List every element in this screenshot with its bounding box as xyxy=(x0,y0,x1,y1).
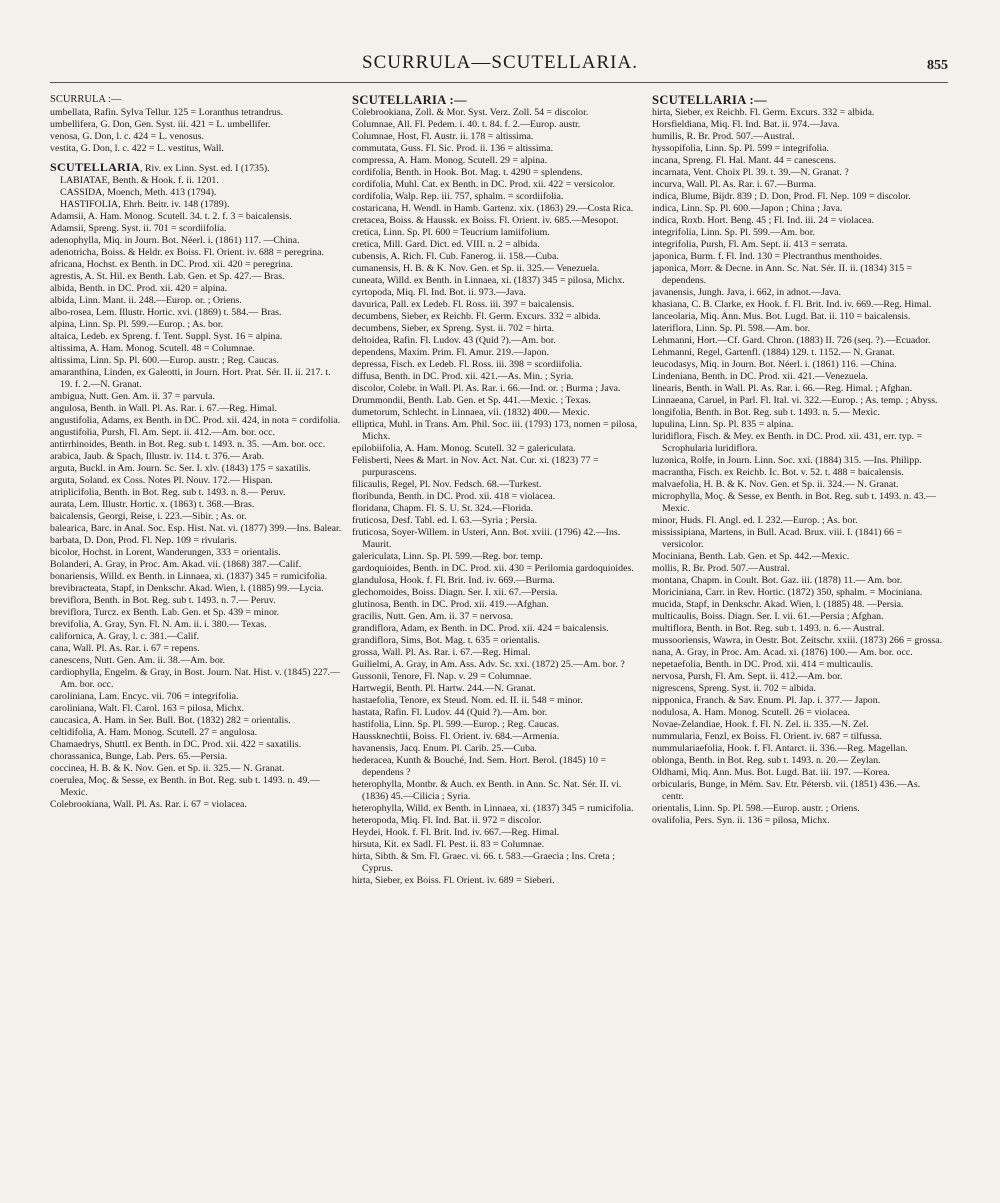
index-entry: hastaefolia, Tenore, ex Steud. Nom. ed. II. ii. 548 = minor. xyxy=(352,695,583,706)
index-entry: hastata, Rafin. Fl. Ludov. 44 (Quid ?).—Am. bor. xyxy=(352,707,548,718)
index-entry: ovalifolia, Pers. Syn. ii. 136 = pilosa, Michx. xyxy=(652,815,830,826)
index-entry: angulosa, Benth. in Wall. Pl. As. Rar. i. 67.—Reg. Himal. xyxy=(50,403,277,414)
index-entry: bicolor, Hochst. in Lorent, Wanderungen, 333 = orientalis. xyxy=(50,547,281,558)
index-entry: ambigua, Nutt. Gen. Am. ii. 37 = parvula. xyxy=(50,391,215,402)
index-entry: galericulata, Linn. Sp. Pl. 599.—Reg. bor. temp. xyxy=(352,551,543,562)
index-entry: cardiophylla, Engelm. & Gray, in Bost. Journ. Nat. Hist. v. (1845) 227.—Am. bor. occ. xyxy=(50,667,340,690)
index-entry: chorassanica, Bunge, Lab. Pers. 65.—Persia. xyxy=(50,751,228,762)
index-entry: japonica, Burm. f. Fl. Ind. 130 = Plectranthus menthoides. xyxy=(652,251,882,262)
index-entry: gardoquioides, Benth. in DC. Prod. xii. 430 = Perilomia gardoquioides. xyxy=(352,563,634,574)
index-entry: cuneata, Willd. ex Benth. in Linnaea, xi. (1837) 345 = pilosa, Michx. xyxy=(352,275,625,286)
index-entry: luridiflora, Fisch. & Mey. ex Benth. in DC. Prod. xii. 431, err. typ. = Scrophularia luridiflora. xyxy=(652,431,923,454)
index-entry: caroliniana, Lam. Encyc. vii. 706 = integrifolia. xyxy=(50,691,239,702)
index-entry: oblonga, Benth. in Bot. Reg. sub t. 1493. n. 20.— Zeylan. xyxy=(652,755,881,766)
index-entry: altaica, Ledeb. ex Spreng. f. Tent. Suppl. Syst. 16 = alpina. xyxy=(50,331,283,342)
index-entry: Lindeniana, Benth. in DC. Prod. xii. 421.—Venezuela. xyxy=(652,371,868,382)
index-entry: angustifolia, Adams, ex Benth. in DC. Prod. xii. 424, in nota = cordifolia. xyxy=(50,415,341,426)
index-entry: celtidifolia, A. Ham. Monog. Scutell. 27 = angulosa. xyxy=(50,727,258,738)
index-entry: agrestis, A. St. Hil. ex Benth. Lab. Gen. et Sp. 427.— Bras. xyxy=(50,271,285,282)
index-entry: lanceolaria, Miq. Ann. Mus. Bot. Lugd. Bat. ii. 110 = baicalensis. xyxy=(652,311,911,322)
index-entry: albida, Benth. in DC. Prod. xii. 420 = alpina. xyxy=(50,283,228,294)
index-entry: mussooriensis, Wawra, in Oestr. Bot. Zeitschr. xxiii. (1873) 266 = grossa. xyxy=(652,635,943,646)
page-number: 855 xyxy=(927,58,948,73)
index-entry: javanensis, Jungh. Java, i. 662, in adnot.—Java. xyxy=(652,287,841,298)
index-entry: Columnae, Host, Fl. Austr. ii. 178 = altissima. xyxy=(352,131,534,142)
index-entry: Adamsii, Spreng. Syst. ii. 701 = scordiifolia. xyxy=(50,223,227,234)
index-entry: montana, Chapm. in Coult. Bot. Gaz. iii. (1878) 11.— Am. bor. xyxy=(652,575,903,586)
index-entry: Chamaedrys, Shuttl. ex Benth. in DC. Prod. xii. 422 = saxatilis. xyxy=(50,739,302,750)
index-entry: nigrescens, Spreng. Syst. ii. 702 = albida. xyxy=(652,683,816,694)
index-entry: cordifolia, Muhl. Cat. ex Benth. in DC. Prod. xii. 422 = versicolor. xyxy=(352,179,616,190)
index-entry: longifolia, Benth. in Bot. Reg. sub t. 1493. n. 5.— Mexic. xyxy=(652,407,880,418)
index-entry: baicalensis, Georgi, Reise, i. 223.—Sibir. ; As. or. xyxy=(50,511,247,522)
index-entry: mucida, Stapf, in Denkschr. Akad. Wien, l. (1885) 48. —Persia. xyxy=(652,599,904,610)
index-entry: heteropoda, Miq. Fl. Ind. Bat. ii. 972 = discolor. xyxy=(352,815,542,826)
index-entry: umbellata, Rafin. Sylva Tellur. 125 = Loranthus tetrandrus. xyxy=(50,107,284,118)
index-entry: japonica, Morr. & Decne. in Ann. Sc. Nat. Sér. II. ii. (1834) 315 = dependens. xyxy=(652,263,913,286)
index-entry: Guilielmi, A. Gray, in Am. Ass. Adv. Sc. xxi. (1872) 25.—Am. bor. ? xyxy=(352,659,625,670)
index-entry: caroliniana, Walt. Fl. Carol. 163 = pilosa, Michx. xyxy=(50,703,245,714)
index-entry: fruticosa, Soyer-Willem. in Usteri, Ann. Bot. xviii. (1796) 42.—Ins. Maurit. xyxy=(352,527,621,550)
index-entry: linearis, Benth. in Wall. Pl. As. Rar. i. 66.—Reg. Himal. ; Afghan. xyxy=(652,383,913,394)
index-entry: vestita, G. Don, l. c. 422 = L. vestitus, Wall. xyxy=(50,143,224,154)
index-entry: Linnaeana, Caruel, in Parl. Fl. Ital. vi. 322.—Europ. ; As. temp. ; Abyss. xyxy=(652,395,938,406)
index-entry: orbicularis, Bunge, in Mém. Sav. Etr. Pétersb. vii. (1851) 436.—As. centr. xyxy=(652,779,921,802)
index-entry: indica, Linn. Sp. Pl. 600.—Japon ; China ; Java. xyxy=(652,203,843,214)
index-entry: altissima, Linn. Sp. Pl. 600.—Europ. austr. ; Reg. Caucas. xyxy=(50,355,280,366)
index-entry: orientalis, Linn. Sp. Pl. 598.—Europ. austr. ; Oriens. xyxy=(652,803,860,814)
index-entry: aurata, Lem. Illustr. Hortic. x. (1863) t. 368.—Bras. xyxy=(50,499,255,510)
index-entry: incarnata, Vent. Choix Pl. 39. t. 39.—N. Granat. ? xyxy=(652,167,849,178)
index-entry: adenophylla, Miq. in Journ. Bot. Néerl. i. (1861) 117. —China. xyxy=(50,235,300,246)
index-entry: altissima, A. Ham. Monog. Scutell. 48 = Columnae. xyxy=(50,343,255,354)
index-entry: antirrhinoides, Benth. in Bot. Reg. sub t. 1493. n. 35. —Am. bor. occ. xyxy=(50,439,326,450)
index-entry: malvaefolia, H. B. & K. Nov. Gen. et Sp. ii. 324.— N. Granat. xyxy=(652,479,899,490)
index-entry: nummulariaefolia, Hook. f. Fl. Antarct. ii. 336.—Reg. Magellan. xyxy=(652,743,908,754)
index-entry: Hartwegii, Benth. Pl. Hartw. 244.—N. Granat. xyxy=(352,683,536,694)
index-entry: commutata, Guss. Fl. Sic. Prod. ii. 136 = altissima. xyxy=(352,143,554,154)
index-entry: discolor, Colebr. in Wall. Pl. As. Rar. i. 66.—Ind. or. ; Burma ; Java. xyxy=(352,383,621,394)
index-entry: nepetaefolia, Benth. in DC. Prod. xii. 414 = multicaulis. xyxy=(652,659,874,670)
index-entry: heterophylla, Willd. ex Benth. in Linnaea, xi. (1837) 345 = rumicifolia. xyxy=(352,803,634,814)
index-entry: incurva, Wall. Pl. As. Rar. i. 67.—Burma. xyxy=(652,179,817,190)
index-entry: californica, A. Gray, l. c. 381.—Calif. xyxy=(50,631,200,642)
column-heading: SCUTELLARIA :— xyxy=(352,94,467,107)
index-entry: costaricana, H. Wendl. in Hamb. Gartenz. xix. (1863) 29.—Costa Rica. xyxy=(352,203,634,214)
index-entry: elliptica, Muhl. in Trans. Am. Phil. Soc. iii. (1793) 173, nomen = pilosa, Michx. xyxy=(352,419,638,442)
index-entry: floridana, Chapm. Fl. S. U. St. 324.—Florida. xyxy=(352,503,534,514)
index-entry: decumbens, Sieber, ex Reichb. Fl. Germ. Excurs. 332 = albida. xyxy=(352,311,601,322)
index-entry: mollis, R. Br. Prod. 507.—Austral. xyxy=(652,563,790,574)
header-rule xyxy=(50,82,948,83)
index-entry: Novae-Zelandiae, Hook. f. Fl. N. Zel. ii. 335.—N. Zel. xyxy=(652,719,869,730)
index-entry: grandiflora, Sims, Bot. Mag. t. 635 = orientalis. xyxy=(352,635,540,646)
index-entry: havanensis, Jacq. Enum. Pl. Carib. 25.—Cuba. xyxy=(352,743,537,754)
index-entry: lateriflora, Linn. Sp. Pl. 598.—Am. bor. xyxy=(652,323,810,334)
index-entry: Bolanderi, A. Gray, in Proc. Am. Akad. vii. (1868) 387.—Calif. xyxy=(50,559,302,570)
index-entry: balearica, Barc. in Anal. Soc. Esp. Hist. Nat. vi. (1877) 399.—Ins. Balear. xyxy=(50,523,342,534)
index-entry: bonariensis, Willd. ex Benth. in Linnaea, xi. (1837) 345 = rumicifolia. xyxy=(50,571,328,582)
index-entry: cretica, Mill. Gard. Dict. ed. VIII. n. 2 = albida. xyxy=(352,239,540,250)
genus-citation: , Riv. ex Linn. Syst. ed. I (1735). xyxy=(140,163,270,174)
index-entry: cumanensis, H. B. & K. Nov. Gen. et Sp. ii. 325.— Venezuela. xyxy=(352,263,600,274)
index-entry: cubensis, A. Rich. Fl. Cub. Fanerog. ii. 158.—Cuba. xyxy=(352,251,559,262)
index-entry: indica, Blume, Bijdr. 839 ; D. Don, Prod. Fl. Nep. 109 = discolor. xyxy=(652,191,911,202)
index-entry: hirta, Sibth. & Sm. Fl. Graec. vi. 66. t. 583.—Graecia ; Ins. Creta ; Cyprus. xyxy=(352,851,616,874)
index-entry: mississipiana, Martens, in Bull. Acad. Brux. viii. I. (1841) 66 = versicolor. xyxy=(652,527,902,550)
index-entry: multicaulis, Boiss. Diagn. Ser. I. vii. 61.—Persia ; Afghan. xyxy=(652,611,884,622)
index-entry: integrifolia, Pursh, Fl. Am. Sept. ii. 413 = serrata. xyxy=(652,239,848,250)
index-entry: floribunda, Benth. in DC. Prod. xii. 418 = violacea. xyxy=(352,491,556,502)
index-entry: Heydei, Hook. f. Fl. Brit. Ind. iv. 667.—Reg. Himal. xyxy=(352,827,560,838)
index-entry: Lehmanni, Hort.—Cf. Gard. Chron. (1883) II. 726 (seq. ?).—Ecuador. xyxy=(652,335,931,346)
index-entry: lupulina, Linn. Sp. Pl. 835 = alpina. xyxy=(652,419,794,430)
index-entry: incana, Spreng. Fl. Hal. Mant. 44 = canescens. xyxy=(652,155,837,166)
index-entry: dumetorum, Schlecht. in Linnaea, vii. (1832) 400.— Mexic. xyxy=(352,407,590,418)
index-entry: albida, Linn. Mant. ii. 248.—Europ. or. ; Oriens. xyxy=(50,295,242,306)
index-entry: microphylla, Moç. & Sesse, ex Benth. in Bot. Reg. sub t. 1493. n. 43.—Mexic. xyxy=(652,491,936,514)
index-entry: Moriciniana, Carr. in Rev. Hortic. (1872) 350, sphalm. = Mociniana. xyxy=(652,587,923,598)
index-entry: venosa, G. Don, l. c. 424 = L. venosus. xyxy=(50,131,204,142)
index-entry: heterophylla, Montbr. & Auch. ex Benth. in Ann. Sc. Nat. Sér. II. vi. (1836) 45.—Cilicia ; Syria. xyxy=(352,779,622,802)
index-entry: canescens, Nutt. Gen. Am. ii. 38.—Am. bor. xyxy=(50,655,225,666)
index-entry: hirta, Sieber, ex Boiss. Fl. Orient. iv. 689 = Sieberi. xyxy=(352,875,555,886)
index-entry: atriplicifolia, Benth. in Bot. Reg. sub t. 1493. n. 8.— Peruv. xyxy=(50,487,286,498)
running-head: SCURRULA—SCUTELLARIA. xyxy=(362,52,638,73)
index-entry: leucodasys, Miq. in Journ. Bot. Néerl. i. (1861) 116. —China. xyxy=(652,359,897,370)
index-entry: arabica, Jaub. & Spach, Illustr. iv. 114. t. 376.— Arab. xyxy=(50,451,265,462)
index-entry: humilis, R. Br. Prod. 507.—Austral. xyxy=(652,131,795,142)
index-entry: khasiana, C. B. Clarke, ex Hook. f. Fl. Brit. Ind. iv. 669.—Reg. Himal. xyxy=(652,299,932,310)
index-entry: albo-rosea, Lem. Illustr. Hortic. xvi. (1869) t. 584.— Bras. xyxy=(50,307,282,318)
index-entry: breviflora, Benth. in Bot. Reg. sub t. 1493. n. 7.— Peruv. xyxy=(50,595,276,606)
index-entry: depressa, Fisch. ex Ledeb. Fl. Ross. iii. 398 = scordiifolia. xyxy=(352,359,582,370)
index-entry: hastifolia, Linn. Sp. Pl. 599.—Europ. ; Reg. Caucas. xyxy=(352,719,560,730)
index-entry: barbata, D. Don, Prod. Fl. Nep. 109 = rivularis. xyxy=(50,535,237,546)
index-entry: LABIATAE, Benth. & Hook. f. ii. 1201. xyxy=(60,175,219,186)
index-entry: Adamsii, A. Ham. Monog. Scutell. 34. t. 2. f. 3 = baicalensis. xyxy=(50,211,292,222)
index-entry: cyrtopoda, Miq. Fl. Ind. Bot. ii. 973.—Java. xyxy=(352,287,526,298)
index-entry: cordifolia, Benth. in Hook. Bot. Mag. t. 4290 = splendens. xyxy=(352,167,583,178)
index-entry: nana, A. Gray, in Proc. Am. Acad. xi. (1876) 100.— Am. bor. occ. xyxy=(652,647,913,658)
index-entry: nervosa, Pursh, Fl. Am. Sept. ii. 412.—Am. bor. xyxy=(652,671,843,682)
index-entry: minor, Huds. Fl. Angl. ed. I. 232.—Europ. ; As. bor. xyxy=(652,515,858,526)
index-entry: HASTIFOLIA, Ehrh. Beitr. iv. 148 (1789). xyxy=(60,199,230,210)
index-entry: nipponica, Franch. & Sav. Enum. Pl. Jap. i. 377.— Japon. xyxy=(652,695,881,706)
text-column-3 xyxy=(652,94,944,1174)
index-entry: arguta, Buckl. in Am. Journ. Sc. Ser. I. xlv. (1843) 175 = saxatilis. xyxy=(50,463,311,474)
index-entry: grandiflora, Adam, ex Benth. in DC. Prod. xii. 424 = baicalensis. xyxy=(352,623,609,634)
index-entry: Mociniana, Benth. Lab. Gen. et Sp. 442.—Mexic. xyxy=(652,551,850,562)
index-entry: Lehmanni, Regel, Gartenfl. (1884) 129. t. 1152.— N. Granat. xyxy=(652,347,895,358)
index-entry: brevibracteata, Stapf, in Denkschr. Akad. Wien, l. (1885) 99.—Lycia. xyxy=(50,583,324,594)
index-entry: Columnae, All. Fl. Pedem. i. 40. t. 84. f. 2.—Europ. austr. xyxy=(352,119,581,130)
index-entry: glechomoides, Boiss. Diagn. Ser. I. xii. 67.—Persia. xyxy=(352,587,558,598)
index-entry: gracilis, Nutt. Gen. Am. ii. 37 = nervosa. xyxy=(352,611,514,622)
index-entry: adenotricha, Boiss. & Heldr. ex Boiss. Fl. Orient. iv. 688 = peregrina. xyxy=(50,247,324,258)
genus-heading-entry xyxy=(50,161,342,175)
index-entry: umbellifera, G. Don, Gen. Syst. iii. 421 = L. umbellifer. xyxy=(50,119,271,130)
index-entry: Drummondii, Benth. Lab. Gen. et Sp. 441.—Mexic. ; Texas. xyxy=(352,395,591,406)
index-entry: arguta, Soland. ex Coss. Notes Pl. Nouv. 172.— Hispan. xyxy=(50,475,273,486)
index-entry: Gussonii, Tenore, Fl. Nap. v. 29 = Columnae. xyxy=(352,671,532,682)
column-heading: SCUTELLARIA :— xyxy=(652,94,767,107)
index-entry: cana, Wall. Pl. As. Rar. i. 67 = repens. xyxy=(50,643,200,654)
index-entry: cretacea, Boiss. & Haussk. ex Boiss. Fl. Orient. iv. 685.—Mesopot. xyxy=(352,215,619,226)
index-entry: indica, Roxb. Hort. Beng. 45 ; Fl. Ind. iii. 24 = violacea. xyxy=(652,215,874,226)
index-entry: breviflora, Turcz. ex Benth. Lab. Gen. et Sp. 439 = minor. xyxy=(50,607,280,618)
index-entry: Oldhami, Miq. Ann. Mus. Bot. Lugd. Bat. iii. 197. —Korea. xyxy=(652,767,890,778)
index-entry: alpina, Linn. Sp. Pl. 599.—Europ. ; As. bor. xyxy=(50,319,224,330)
index-entry: angustifolia, Pursh, Fl. Am. Sept. ii. 412.—Am. bor. occ. xyxy=(50,427,275,438)
column-heading: SCURRULA :— xyxy=(50,94,122,105)
index-entry: multiflora, Benth. in Bot. Reg. sub t. 1493. n. 6.— Austral. xyxy=(652,623,885,634)
index-entry: brevifolia, A. Gray, Syn. Fl. N. Am. ii. i. 380.— Texas. xyxy=(50,619,267,630)
index-entry: hirta, Sieber, ex Reichb. Fl. Germ. Excurs. 332 = albida. xyxy=(652,107,875,118)
index-entry: diffusa, Benth. in DC. Prod. xii. 421.—As. Min. ; Syria. xyxy=(352,371,574,382)
text-column-1 xyxy=(50,94,342,1174)
index-entry: decumbens, Sieber, ex Spreng. Syst. ii. 702 = hirta. xyxy=(352,323,555,334)
index-entry: caucasica, A. Ham. in Ser. Bull. Bot. (1832) 282 = orientalis. xyxy=(50,715,291,726)
index-entry: nummularia, Fenzl, ex Boiss. Fl. Orient. iv. 687 = tilfussa. xyxy=(652,731,882,742)
genus-name: SCUTELLARIA xyxy=(50,160,140,174)
index-entry: luzonica, Rolfe, in Journ. Linn. Soc. xxi. (1884) 315. —Ins. Philipp. xyxy=(652,455,922,466)
index-entry: grossa, Wall. Pl. As. Rar. i. 67.—Reg. Himal. xyxy=(352,647,531,658)
index-entry: CASSIDA, Moench, Meth. 413 (1794). xyxy=(60,187,217,198)
index-entry: Colebrookiana, Zoll. & Mor. Syst. Verz. Zoll. 54 = discolor. xyxy=(352,107,589,118)
index-entry: coccinea, H. B. & K. Nov. Gen. et Sp. ii. 325.— N. Granat. xyxy=(50,763,285,774)
index-entry: integrifolia, Linn. Sp. Pl. 599.—Am. bor. xyxy=(652,227,815,238)
index-entry: dependens, Maxim. Prim. Fl. Amur. 219.—Japon. xyxy=(352,347,549,358)
index-entry: glandulosa, Hook. f. Fl. Brit. Ind. iv. 669.—Burma. xyxy=(352,575,555,586)
index-entry: cordifolia, Walp. Rep. iii. 757, sphalm. = scordiifolia. xyxy=(352,191,564,202)
index-entry: amaranthina, Linden, ex Galeotti, in Journ. Hort. Prat. Sér. II. ii. 217. t. 19. f. 2.—N. Granat. xyxy=(50,367,331,390)
index-entry: hederacea, Kunth & Bouché, Ind. Sem. Hort. Berol. (1845) 10 = dependens ? xyxy=(352,755,607,778)
index-entry: Horsfieldiana, Miq. Fl. Ind. Bat. ii. 974.—Java. xyxy=(652,119,840,130)
text-column-2 xyxy=(352,94,644,1174)
index-entry: davurica, Pall. ex Ledeb. Fl. Ross. iii. 397 = baicalensis. xyxy=(352,299,575,310)
index-entry: coerulea, Moç. & Sesse, ex Benth. in Bot. Reg. sub t. 1493. n. 49.—Mexic. xyxy=(50,775,320,798)
index-entry: macrantha, Fisch. ex Reichb. Ic. Bot. v. 52. t. 488 = baicalensis. xyxy=(652,467,904,478)
index-entry: hirsuta, Kit. ex Sadl. Fl. Pest. ii. 83 = Columnae. xyxy=(352,839,545,850)
index-entry: filicaulis, Regel, Pl. Nov. Fedsch. 68.—Turkest. xyxy=(352,479,542,490)
index-entry: nodulosa, A. Ham. Monog. Scutell. 26 = violacea. xyxy=(652,707,850,718)
index-entry: africana, Hochst. ex Benth. in DC. Prod. xii. 420 = peregrina. xyxy=(50,259,293,270)
index-entry: glutinosa, Benth. in DC. Prod. xii. 419.—Afghan. xyxy=(352,599,549,610)
index-entry: hyssopifolia, Linn. Sp. Pl. 599 = integrifolia. xyxy=(652,143,830,154)
index-entry: compressa, A. Ham. Monog. Scutell. 29 = alpina. xyxy=(352,155,548,166)
index-entry: epilobiifolia, A. Ham. Monog. Scutell. 32 = galericulata. xyxy=(352,443,576,454)
index-entry: Felisberti, Nees & Mart. in Nov. Act. Nat. Cur. xi. (1823) 77 = purpurascens. xyxy=(352,455,599,478)
index-entry: Colebrookiana, Wall. Pl. As. Rar. i. 67 = violacea. xyxy=(50,799,247,810)
index-entry: Haussknechtii, Boiss. Fl. Orient. iv. 684.—Armenia. xyxy=(352,731,560,742)
index-entry: fruticosa, Desf. Tabl. ed. I. 63.—Syria ; Persia. xyxy=(352,515,538,526)
index-entry: cretica, Linn. Sp. Pl. 600 = Teucrium lamiifolium. xyxy=(352,227,550,238)
index-entry: deltoidea, Rafin. Fl. Ludov. 43 (Quid ?).—Am. bor. xyxy=(352,335,556,346)
